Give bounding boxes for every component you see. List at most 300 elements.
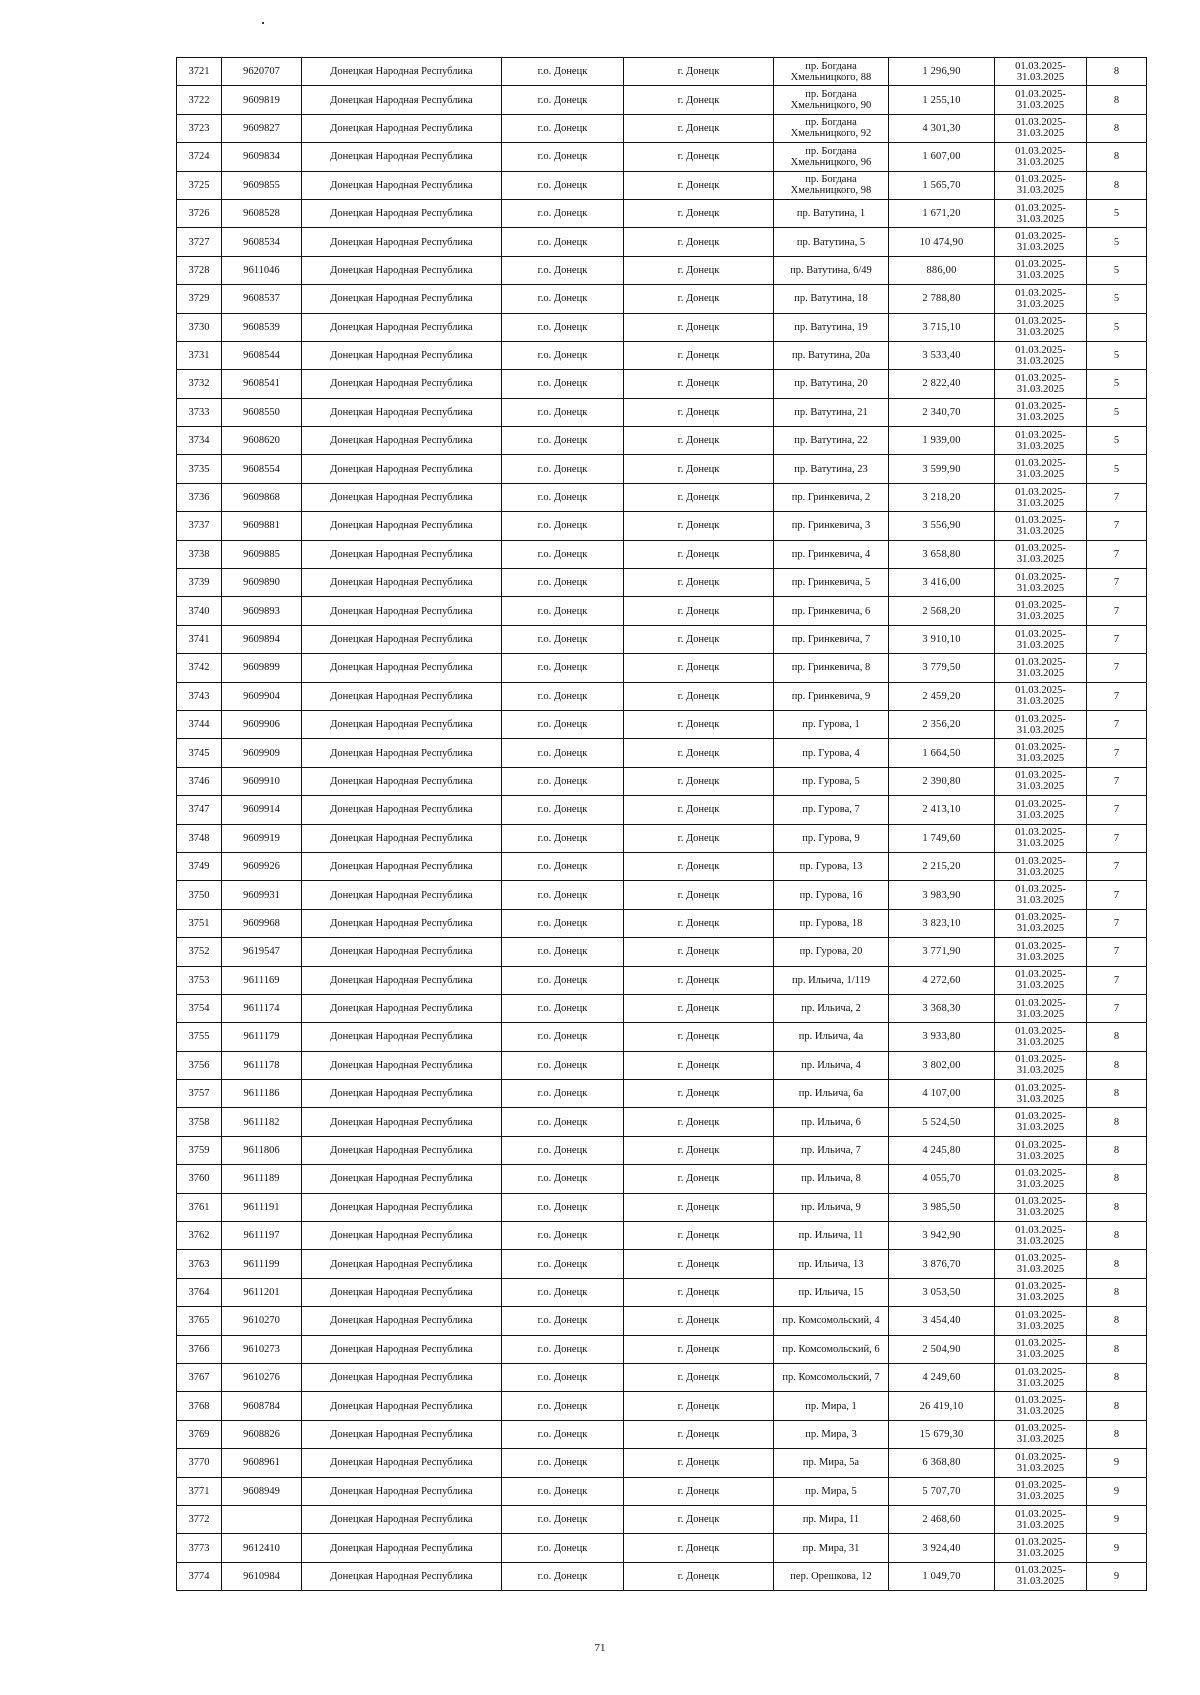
settlement-cell: г. Донецк bbox=[624, 852, 774, 880]
address-cell: пр. Гурова, 5 bbox=[774, 767, 889, 795]
settlement-cell: г. Донецк bbox=[624, 540, 774, 568]
table-row bbox=[177, 1250, 1147, 1278]
address-cell: пр. Богдана Хмельницкого, 96 bbox=[774, 143, 889, 171]
municipal-district-cell: г.о. Донецк bbox=[502, 228, 624, 256]
address-cell: пр. Мира, 3 bbox=[774, 1420, 889, 1448]
region-cell: Донецкая Народная Республика bbox=[302, 313, 502, 341]
address-cell: пр. Ватутина, 19 bbox=[774, 313, 889, 341]
object-id-cell bbox=[222, 1505, 302, 1533]
settlement-cell: г. Донецк bbox=[624, 1307, 774, 1335]
period-cell: 01.03.2025- 31.03.2025 bbox=[995, 1534, 1087, 1562]
region-cell: Донецкая Народная Республика bbox=[302, 1250, 502, 1278]
region-cell: Донецкая Народная Республика bbox=[302, 427, 502, 455]
area-cell: 3 985,50 bbox=[889, 1193, 995, 1221]
region-cell: Донецкая Народная Республика bbox=[302, 1222, 502, 1250]
municipal-district-cell: г.о. Донецк bbox=[502, 654, 624, 682]
area-cell: 3 933,80 bbox=[889, 1023, 995, 1051]
unit-count-cell: 7 bbox=[1087, 625, 1147, 653]
row-number-cell: 3745 bbox=[177, 739, 222, 767]
unit-count-cell: 7 bbox=[1087, 597, 1147, 625]
settlement-cell: г. Донецк bbox=[624, 256, 774, 284]
row-number-cell: 3772 bbox=[177, 1505, 222, 1533]
area-cell: 3 983,90 bbox=[889, 881, 995, 909]
row-number-cell: 3752 bbox=[177, 938, 222, 966]
municipal-district-cell: г.о. Донецк bbox=[502, 1080, 624, 1108]
object-id-cell: 9609834 bbox=[222, 143, 302, 171]
municipal-district-cell: г.о. Донецк bbox=[502, 398, 624, 426]
settlement-cell: г. Донецк bbox=[624, 1392, 774, 1420]
settlement-cell: г. Донецк bbox=[624, 710, 774, 738]
unit-count-cell: 7 bbox=[1087, 739, 1147, 767]
table-row bbox=[177, 427, 1147, 455]
area-cell: 1 749,60 bbox=[889, 824, 995, 852]
table-row bbox=[177, 1307, 1147, 1335]
object-id-cell: 9609906 bbox=[222, 710, 302, 738]
settlement-cell: г. Донецк bbox=[624, 994, 774, 1022]
table-row bbox=[177, 1165, 1147, 1193]
period-cell: 01.03.2025- 31.03.2025 bbox=[995, 654, 1087, 682]
address-cell: пр. Ватутина, 5 bbox=[774, 228, 889, 256]
table-row bbox=[177, 86, 1147, 114]
area-cell: 26 419,10 bbox=[889, 1392, 995, 1420]
unit-count-cell: 5 bbox=[1087, 228, 1147, 256]
table-row bbox=[177, 1080, 1147, 1108]
object-id-cell: 9611189 bbox=[222, 1165, 302, 1193]
period-cell: 01.03.2025- 31.03.2025 bbox=[995, 86, 1087, 114]
scan-speck bbox=[262, 22, 264, 24]
row-number-cell: 3725 bbox=[177, 171, 222, 199]
row-number-cell: 3734 bbox=[177, 427, 222, 455]
period-cell: 01.03.2025- 31.03.2025 bbox=[995, 398, 1087, 426]
area-cell: 2 356,20 bbox=[889, 710, 995, 738]
object-id-cell: 9609819 bbox=[222, 86, 302, 114]
settlement-cell: г. Донецк bbox=[624, 1222, 774, 1250]
period-cell: 01.03.2025- 31.03.2025 bbox=[995, 597, 1087, 625]
period-cell: 01.03.2025- 31.03.2025 bbox=[995, 114, 1087, 142]
address-cell: пр. Ильича, 13 bbox=[774, 1250, 889, 1278]
region-cell: Донецкая Народная Республика bbox=[302, 285, 502, 313]
address-cell: пр. Гурова, 1 bbox=[774, 710, 889, 738]
address-cell: пр. Мира, 5 bbox=[774, 1477, 889, 1505]
period-cell: 01.03.2025- 31.03.2025 bbox=[995, 824, 1087, 852]
table-row bbox=[177, 199, 1147, 227]
period-cell: 01.03.2025- 31.03.2025 bbox=[995, 58, 1087, 86]
region-cell: Донецкая Народная Республика bbox=[302, 483, 502, 511]
row-number-cell: 3744 bbox=[177, 710, 222, 738]
region-cell: Донецкая Народная Республика bbox=[302, 228, 502, 256]
table-row bbox=[177, 597, 1147, 625]
municipal-district-cell: г.о. Донецк bbox=[502, 1335, 624, 1363]
area-cell: 1 607,00 bbox=[889, 143, 995, 171]
municipal-district-cell: г.о. Донецк bbox=[502, 938, 624, 966]
region-cell: Донецкая Народная Республика bbox=[302, 1023, 502, 1051]
period-cell: 01.03.2025- 31.03.2025 bbox=[995, 1363, 1087, 1391]
row-number-cell: 3769 bbox=[177, 1420, 222, 1448]
table-row bbox=[177, 313, 1147, 341]
region-cell: Донецкая Народная Республика bbox=[302, 654, 502, 682]
area-cell: 2 822,40 bbox=[889, 370, 995, 398]
municipal-district-cell: г.о. Донецк bbox=[502, 682, 624, 710]
unit-count-cell: 8 bbox=[1087, 1222, 1147, 1250]
address-cell: пр. Ильича, 4 bbox=[774, 1051, 889, 1079]
object-id-cell: 9609914 bbox=[222, 796, 302, 824]
settlement-cell: г. Донецк bbox=[624, 199, 774, 227]
row-number-cell: 3766 bbox=[177, 1335, 222, 1363]
unit-count-cell: 7 bbox=[1087, 824, 1147, 852]
table-row bbox=[177, 654, 1147, 682]
municipal-district-cell: г.о. Донецк bbox=[502, 313, 624, 341]
region-cell: Донецкая Народная Республика bbox=[302, 199, 502, 227]
address-cell: пр. Гринкевича, 9 bbox=[774, 682, 889, 710]
address-cell: пр. Гринкевича, 5 bbox=[774, 569, 889, 597]
row-number-cell: 3767 bbox=[177, 1363, 222, 1391]
settlement-cell: г. Донецк bbox=[624, 1193, 774, 1221]
area-cell: 2 340,70 bbox=[889, 398, 995, 426]
row-number-cell: 3746 bbox=[177, 767, 222, 795]
object-id-cell: 9611169 bbox=[222, 966, 302, 994]
municipal-district-cell: г.о. Донецк bbox=[502, 1449, 624, 1477]
address-cell: пр. Ильича, 4а bbox=[774, 1023, 889, 1051]
municipal-district-cell: г.о. Донецк bbox=[502, 1420, 624, 1448]
period-cell: 01.03.2025- 31.03.2025 bbox=[995, 1278, 1087, 1306]
row-number-cell: 3731 bbox=[177, 341, 222, 369]
unit-count-cell: 8 bbox=[1087, 1307, 1147, 1335]
address-cell: пр. Гринкевича, 7 bbox=[774, 625, 889, 653]
unit-count-cell: 5 bbox=[1087, 341, 1147, 369]
municipal-district-cell: г.о. Донецк bbox=[502, 1278, 624, 1306]
object-id-cell: 9620707 bbox=[222, 58, 302, 86]
row-number-cell: 3742 bbox=[177, 654, 222, 682]
object-id-cell: 9612410 bbox=[222, 1534, 302, 1562]
period-cell: 01.03.2025- 31.03.2025 bbox=[995, 710, 1087, 738]
object-id-cell: 9610276 bbox=[222, 1363, 302, 1391]
address-cell: пр. Гурова, 9 bbox=[774, 824, 889, 852]
period-cell: 01.03.2025- 31.03.2025 bbox=[995, 143, 1087, 171]
period-cell: 01.03.2025- 31.03.2025 bbox=[995, 313, 1087, 341]
area-cell: 1 664,50 bbox=[889, 739, 995, 767]
object-id-cell: 9609855 bbox=[222, 171, 302, 199]
region-cell: Донецкая Народная Республика bbox=[302, 398, 502, 426]
row-number-cell: 3773 bbox=[177, 1534, 222, 1562]
settlement-cell: г. Донецк bbox=[624, 1250, 774, 1278]
row-number-cell: 3747 bbox=[177, 796, 222, 824]
region-cell: Донецкая Народная Республика bbox=[302, 824, 502, 852]
region-cell: Донецкая Народная Республика bbox=[302, 1392, 502, 1420]
table-row bbox=[177, 1562, 1147, 1590]
period-cell: 01.03.2025- 31.03.2025 bbox=[995, 1392, 1087, 1420]
object-id-cell: 9609899 bbox=[222, 654, 302, 682]
unit-count-cell: 8 bbox=[1087, 1335, 1147, 1363]
row-number-cell: 3751 bbox=[177, 909, 222, 937]
address-cell: пр. Ватутина, 22 bbox=[774, 427, 889, 455]
settlement-cell: г. Донецк bbox=[624, 427, 774, 455]
object-id-cell: 9611182 bbox=[222, 1108, 302, 1136]
period-cell: 01.03.2025- 31.03.2025 bbox=[995, 256, 1087, 284]
row-number-cell: 3765 bbox=[177, 1307, 222, 1335]
row-number-cell: 3768 bbox=[177, 1392, 222, 1420]
address-cell: пр. Богдана Хмельницкого, 92 bbox=[774, 114, 889, 142]
period-cell: 01.03.2025- 31.03.2025 bbox=[995, 682, 1087, 710]
object-id-cell: 9609868 bbox=[222, 483, 302, 511]
table-row bbox=[177, 1534, 1147, 1562]
table-row bbox=[177, 1023, 1147, 1051]
address-cell: пр. Гурова, 20 bbox=[774, 938, 889, 966]
settlement-cell: г. Донецк bbox=[624, 767, 774, 795]
region-cell: Донецкая Народная Республика bbox=[302, 1136, 502, 1164]
address-cell: пр. Ильича, 6а bbox=[774, 1080, 889, 1108]
address-cell: пр. Гринкевича, 8 bbox=[774, 654, 889, 682]
region-cell: Донецкая Народная Республика bbox=[302, 455, 502, 483]
municipal-district-cell: г.о. Донецк bbox=[502, 625, 624, 653]
table-row bbox=[177, 483, 1147, 511]
area-cell: 4 301,30 bbox=[889, 114, 995, 142]
table-row bbox=[177, 1335, 1147, 1363]
settlement-cell: г. Донецк bbox=[624, 398, 774, 426]
period-cell: 01.03.2025- 31.03.2025 bbox=[995, 796, 1087, 824]
period-cell: 01.03.2025- 31.03.2025 bbox=[995, 1335, 1087, 1363]
address-cell: пр. Гурова, 13 bbox=[774, 852, 889, 880]
region-cell: Донецкая Народная Республика bbox=[302, 1477, 502, 1505]
row-number-cell: 3724 bbox=[177, 143, 222, 171]
period-cell: 01.03.2025- 31.03.2025 bbox=[995, 1420, 1087, 1448]
table-row bbox=[177, 569, 1147, 597]
unit-count-cell: 8 bbox=[1087, 1051, 1147, 1079]
area-cell: 3 771,90 bbox=[889, 938, 995, 966]
period-cell: 01.03.2025- 31.03.2025 bbox=[995, 540, 1087, 568]
unit-count-cell: 8 bbox=[1087, 1420, 1147, 1448]
unit-count-cell: 8 bbox=[1087, 1278, 1147, 1306]
settlement-cell: г. Донецк bbox=[624, 1363, 774, 1391]
municipal-district-cell: г.о. Донецк bbox=[502, 767, 624, 795]
settlement-cell: г. Донецк bbox=[624, 483, 774, 511]
period-cell: 01.03.2025- 31.03.2025 bbox=[995, 512, 1087, 540]
unit-count-cell: 9 bbox=[1087, 1505, 1147, 1533]
municipal-district-cell: г.о. Донецк bbox=[502, 909, 624, 937]
unit-count-cell: 7 bbox=[1087, 654, 1147, 682]
settlement-cell: г. Донецк bbox=[624, 739, 774, 767]
table-row bbox=[177, 540, 1147, 568]
region-cell: Донецкая Народная Республика bbox=[302, 710, 502, 738]
municipal-district-cell: г.о. Донецк bbox=[502, 1193, 624, 1221]
unit-count-cell: 7 bbox=[1087, 682, 1147, 710]
unit-count-cell: 8 bbox=[1087, 114, 1147, 142]
region-cell: Донецкая Народная Республика bbox=[302, 1080, 502, 1108]
municipal-district-cell: г.о. Донецк bbox=[502, 1250, 624, 1278]
period-cell: 01.03.2025- 31.03.2025 bbox=[995, 483, 1087, 511]
table-row bbox=[177, 285, 1147, 313]
settlement-cell: г. Донецк bbox=[624, 1562, 774, 1590]
region-cell: Донецкая Народная Республика bbox=[302, 1278, 502, 1306]
settlement-cell: г. Донецк bbox=[624, 370, 774, 398]
settlement-cell: г. Донецк bbox=[624, 1080, 774, 1108]
area-cell: 10 474,90 bbox=[889, 228, 995, 256]
region-cell: Донецкая Народная Республика bbox=[302, 625, 502, 653]
period-cell: 01.03.2025- 31.03.2025 bbox=[995, 1080, 1087, 1108]
object-id-cell: 9610273 bbox=[222, 1335, 302, 1363]
period-cell: 01.03.2025- 31.03.2025 bbox=[995, 1250, 1087, 1278]
row-number-cell: 3771 bbox=[177, 1477, 222, 1505]
object-id-cell: 9611179 bbox=[222, 1023, 302, 1051]
area-cell: 3 802,00 bbox=[889, 1051, 995, 1079]
unit-count-cell: 5 bbox=[1087, 398, 1147, 426]
table-row bbox=[177, 1278, 1147, 1306]
municipal-district-cell: г.о. Донецк bbox=[502, 86, 624, 114]
row-number-cell: 3729 bbox=[177, 285, 222, 313]
unit-count-cell: 7 bbox=[1087, 569, 1147, 597]
object-id-cell: 9609890 bbox=[222, 569, 302, 597]
unit-count-cell: 8 bbox=[1087, 1136, 1147, 1164]
municipal-district-cell: г.о. Донецк bbox=[502, 739, 624, 767]
settlement-cell: г. Донецк bbox=[624, 512, 774, 540]
municipal-district-cell: г.о. Донецк bbox=[502, 341, 624, 369]
table-row bbox=[177, 370, 1147, 398]
table-row bbox=[177, 682, 1147, 710]
region-cell: Донецкая Народная Республика bbox=[302, 1420, 502, 1448]
municipal-district-cell: г.о. Донецк bbox=[502, 1477, 624, 1505]
row-number-cell: 3735 bbox=[177, 455, 222, 483]
municipal-district-cell: г.о. Донецк bbox=[502, 143, 624, 171]
area-cell: 3 599,90 bbox=[889, 455, 995, 483]
unit-count-cell: 7 bbox=[1087, 881, 1147, 909]
area-cell: 4 107,00 bbox=[889, 1080, 995, 1108]
municipal-district-cell: г.о. Донецк bbox=[502, 852, 624, 880]
area-cell: 2 468,60 bbox=[889, 1505, 995, 1533]
unit-count-cell: 7 bbox=[1087, 852, 1147, 880]
table-row bbox=[177, 994, 1147, 1022]
table-row bbox=[177, 512, 1147, 540]
table-row bbox=[177, 881, 1147, 909]
unit-count-cell: 7 bbox=[1087, 767, 1147, 795]
row-number-cell: 3760 bbox=[177, 1165, 222, 1193]
table-row bbox=[177, 58, 1147, 86]
period-cell: 01.03.2025- 31.03.2025 bbox=[995, 739, 1087, 767]
settlement-cell: г. Донецк bbox=[624, 1505, 774, 1533]
municipal-district-cell: г.о. Донецк bbox=[502, 1505, 624, 1533]
unit-count-cell: 5 bbox=[1087, 427, 1147, 455]
row-number-cell: 3738 bbox=[177, 540, 222, 568]
table-row bbox=[177, 1051, 1147, 1079]
area-cell: 3 924,40 bbox=[889, 1534, 995, 1562]
address-cell: пр. Ватутина, 6/49 bbox=[774, 256, 889, 284]
address-cell: пр. Ильича, 7 bbox=[774, 1136, 889, 1164]
address-cell: пр. Ватутина, 1 bbox=[774, 199, 889, 227]
settlement-cell: г. Донецк bbox=[624, 1477, 774, 1505]
region-cell: Донецкая Народная Республика bbox=[302, 171, 502, 199]
settlement-cell: г. Донецк bbox=[624, 285, 774, 313]
row-number-cell: 3743 bbox=[177, 682, 222, 710]
municipal-district-cell: г.о. Донецк bbox=[502, 483, 624, 511]
address-cell: пр. Ильича, 11 bbox=[774, 1222, 889, 1250]
address-cell: пр. Ильича, 6 bbox=[774, 1108, 889, 1136]
address-cell: пр. Комсомольский, 7 bbox=[774, 1363, 889, 1391]
address-cell: пр. Богдана Хмельницкого, 88 bbox=[774, 58, 889, 86]
area-cell: 1 255,10 bbox=[889, 86, 995, 114]
address-cell: пр. Ильича, 15 bbox=[774, 1278, 889, 1306]
table-row bbox=[177, 1222, 1147, 1250]
address-cell: пр. Мира, 5а bbox=[774, 1449, 889, 1477]
address-cell: пр. Ильича, 1/119 bbox=[774, 966, 889, 994]
row-number-cell: 3728 bbox=[177, 256, 222, 284]
object-id-cell: 9608961 bbox=[222, 1449, 302, 1477]
period-cell: 01.03.2025- 31.03.2025 bbox=[995, 228, 1087, 256]
object-id-cell: 9609904 bbox=[222, 682, 302, 710]
settlement-cell: г. Донецк bbox=[624, 881, 774, 909]
municipal-district-cell: г.о. Донецк bbox=[502, 966, 624, 994]
region-cell: Донецкая Народная Республика bbox=[302, 852, 502, 880]
municipal-district-cell: г.о. Донецк bbox=[502, 597, 624, 625]
unit-count-cell: 8 bbox=[1087, 1250, 1147, 1278]
row-number-cell: 3757 bbox=[177, 1080, 222, 1108]
table-row bbox=[177, 1193, 1147, 1221]
region-cell: Донецкая Народная Республика bbox=[302, 512, 502, 540]
period-cell: 01.03.2025- 31.03.2025 bbox=[995, 1023, 1087, 1051]
registry-table bbox=[176, 57, 1147, 1591]
area-cell: 2 504,90 bbox=[889, 1335, 995, 1363]
area-cell: 3 658,80 bbox=[889, 540, 995, 568]
period-cell: 01.03.2025- 31.03.2025 bbox=[995, 767, 1087, 795]
period-cell: 01.03.2025- 31.03.2025 bbox=[995, 1449, 1087, 1477]
object-id-cell: 9610984 bbox=[222, 1562, 302, 1590]
municipal-district-cell: г.о. Донецк bbox=[502, 114, 624, 142]
area-cell: 2 215,20 bbox=[889, 852, 995, 880]
area-cell: 3 454,40 bbox=[889, 1307, 995, 1335]
period-cell: 01.03.2025- 31.03.2025 bbox=[995, 1051, 1087, 1079]
object-id-cell: 9609919 bbox=[222, 824, 302, 852]
unit-count-cell: 8 bbox=[1087, 143, 1147, 171]
period-cell: 01.03.2025- 31.03.2025 bbox=[995, 625, 1087, 653]
row-number-cell: 3750 bbox=[177, 881, 222, 909]
table-row bbox=[177, 455, 1147, 483]
table-row bbox=[177, 256, 1147, 284]
settlement-cell: г. Донецк bbox=[624, 966, 774, 994]
row-number-cell: 3722 bbox=[177, 86, 222, 114]
period-cell: 01.03.2025- 31.03.2025 bbox=[995, 1307, 1087, 1335]
row-number-cell: 3754 bbox=[177, 994, 222, 1022]
unit-count-cell: 8 bbox=[1087, 1080, 1147, 1108]
settlement-cell: г. Донецк bbox=[624, 569, 774, 597]
object-id-cell: 9608784 bbox=[222, 1392, 302, 1420]
area-cell: 4 245,80 bbox=[889, 1136, 995, 1164]
municipal-district-cell: г.о. Донецк bbox=[502, 1307, 624, 1335]
settlement-cell: г. Донецк bbox=[624, 171, 774, 199]
settlement-cell: г. Донецк bbox=[624, 1534, 774, 1562]
municipal-district-cell: г.о. Донецк bbox=[502, 569, 624, 597]
unit-count-cell: 9 bbox=[1087, 1449, 1147, 1477]
unit-count-cell: 8 bbox=[1087, 1023, 1147, 1051]
settlement-cell: г. Донецк bbox=[624, 1136, 774, 1164]
object-id-cell: 9608620 bbox=[222, 427, 302, 455]
settlement-cell: г. Донецк bbox=[624, 58, 774, 86]
row-number-cell: 3723 bbox=[177, 114, 222, 142]
municipal-district-cell: г.о. Донецк bbox=[502, 710, 624, 738]
municipal-district-cell: г.о. Донецк bbox=[502, 994, 624, 1022]
object-id-cell: 9609909 bbox=[222, 739, 302, 767]
region-cell: Донецкая Народная Республика bbox=[302, 143, 502, 171]
table-row bbox=[177, 1505, 1147, 1533]
settlement-cell: г. Донецк bbox=[624, 313, 774, 341]
municipal-district-cell: г.о. Донецк bbox=[502, 1562, 624, 1590]
area-cell: 15 679,30 bbox=[889, 1420, 995, 1448]
region-cell: Донецкая Народная Республика bbox=[302, 938, 502, 966]
area-cell: 4 249,60 bbox=[889, 1363, 995, 1391]
area-cell: 3 533,40 bbox=[889, 341, 995, 369]
object-id-cell: 9608534 bbox=[222, 228, 302, 256]
address-cell: пр. Гурова, 16 bbox=[774, 881, 889, 909]
address-cell: пр. Богдана Хмельницкого, 90 bbox=[774, 86, 889, 114]
object-id-cell: 9610270 bbox=[222, 1307, 302, 1335]
unit-count-cell: 7 bbox=[1087, 512, 1147, 540]
region-cell: Донецкая Народная Республика bbox=[302, 1505, 502, 1533]
